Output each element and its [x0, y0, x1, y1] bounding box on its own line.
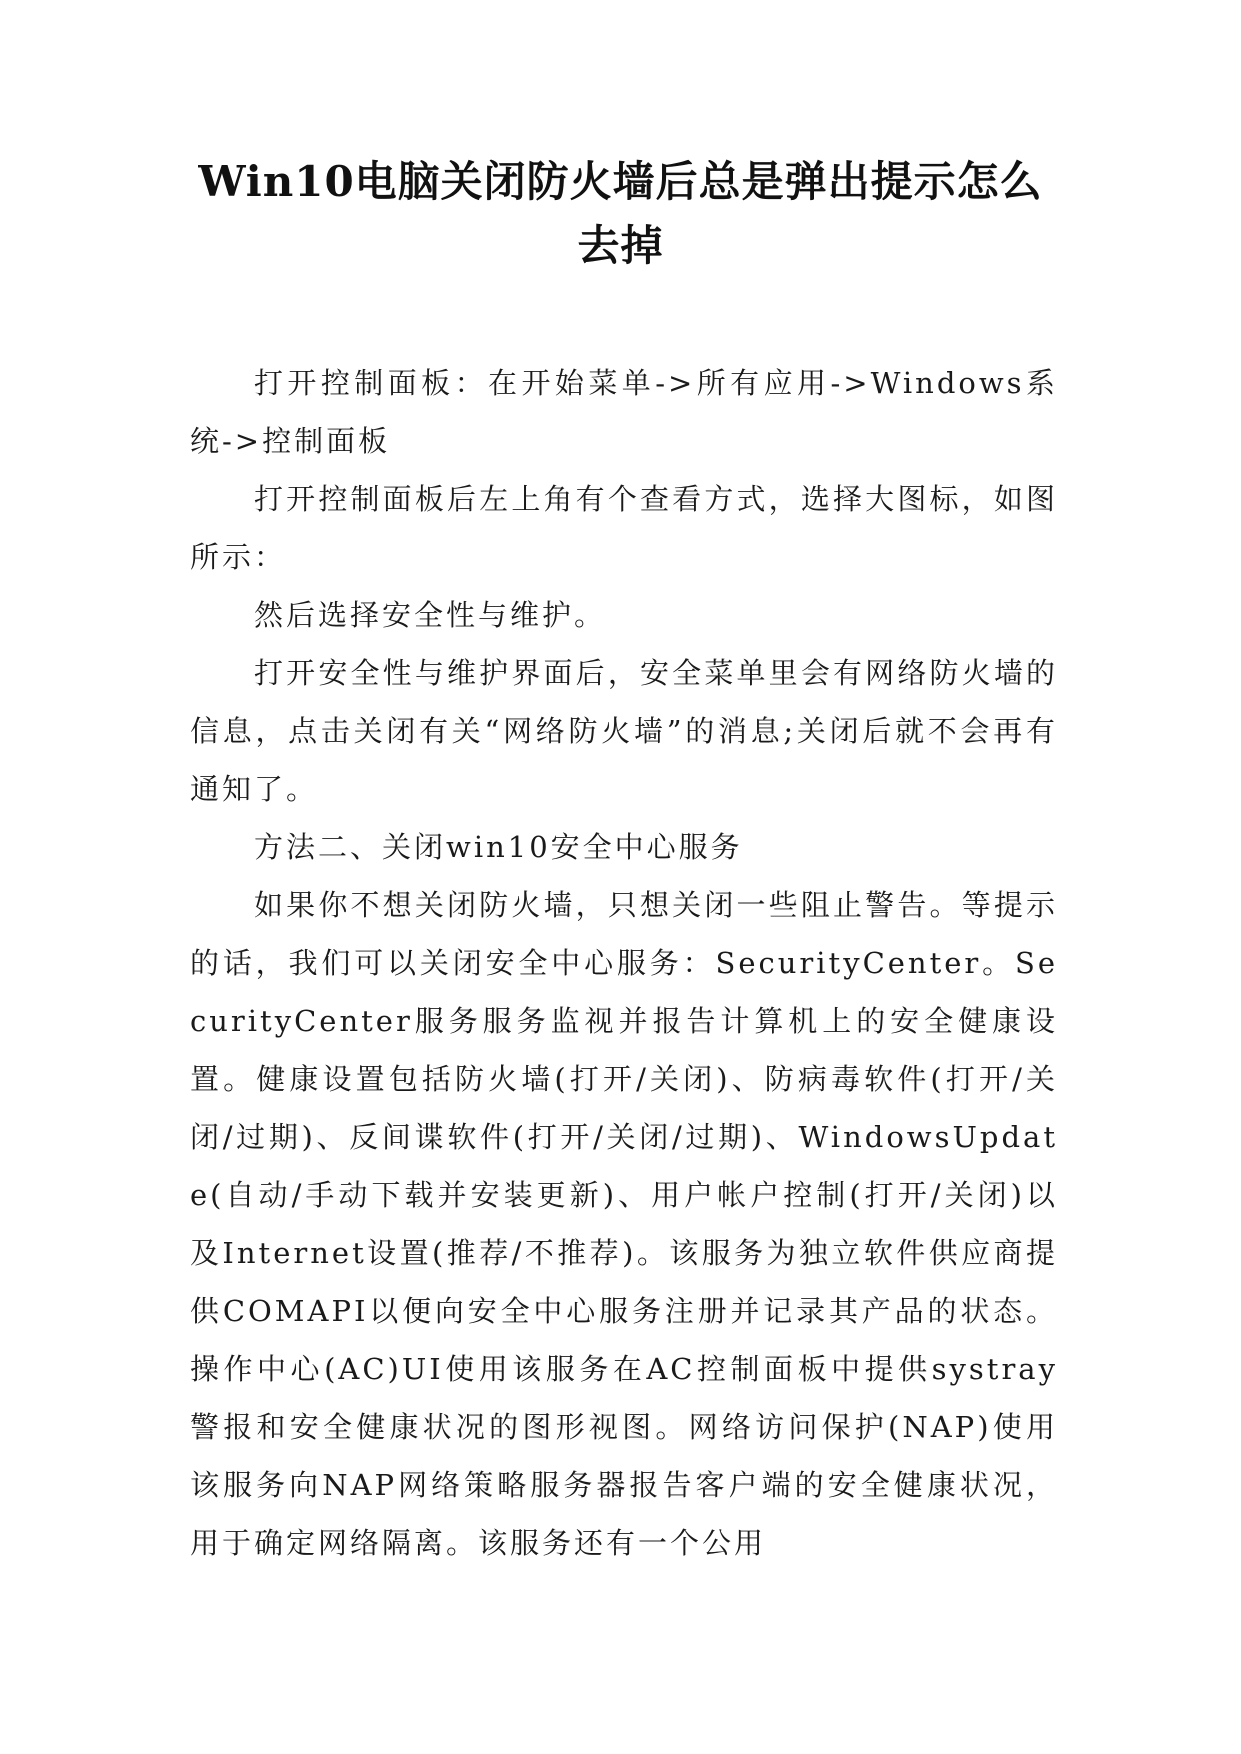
paragraph-close-firewall-messages: 打开安全性与维护界面后，安全菜单里会有网络防火墙的信息，点击关闭有关“网络防火墙”的消息;关闭后就不会再有通知了。 — [190, 656, 1058, 806]
document-title: Win10电脑关闭防火墙后总是弹出提示怎么去掉 — [198, 157, 1043, 270]
document-body — [190, 354, 1058, 1572]
paragraph-open-control-panel: 打开控制面板：在开始菜单->所有应用->Windows系统->控制面板 — [190, 366, 1058, 458]
paragraph-view-mode: 打开控制面板后左上角有个查看方式，选择大图标，如图所示： — [190, 482, 1058, 574]
paragraph-select-security: 然后选择安全性与维护。 — [254, 598, 607, 632]
paragraph-method-two-heading: 方法二、关闭win10安全中心服务 — [254, 830, 743, 864]
paragraph-security-center-service: 如果你不想关闭防火墙，只想关闭一些阻止警告。等提示的话，我们可以关闭安全中心服务：SecurityCenter。SecurityCenter服务服务监视并报告计算机上的安全健康设置。健康设置包括防火墙(打开/关闭)、防病毒软件(打开/关闭/过期)、反间谍软件(打开/关闭/过期)、WindowsUpdate(自动/手动下载并安装更新)、用户帐户控制(打开/关闭)以及Internet设置(推荐/不推荐)。该服务为独立软件供应商提供COMAPI以便向安全中心服务注册并记录其产品的状态。操作中心(AC)UI使用该服务在AC控制面板中提供systray警报和安全健康状况的图形视图。网络访问保护(NAP)使用该服务向NAP网络策略服务器报告客户端的安全健康状况，用于确定网络隔离。该服务还有一个公用 — [190, 888, 1058, 1560]
